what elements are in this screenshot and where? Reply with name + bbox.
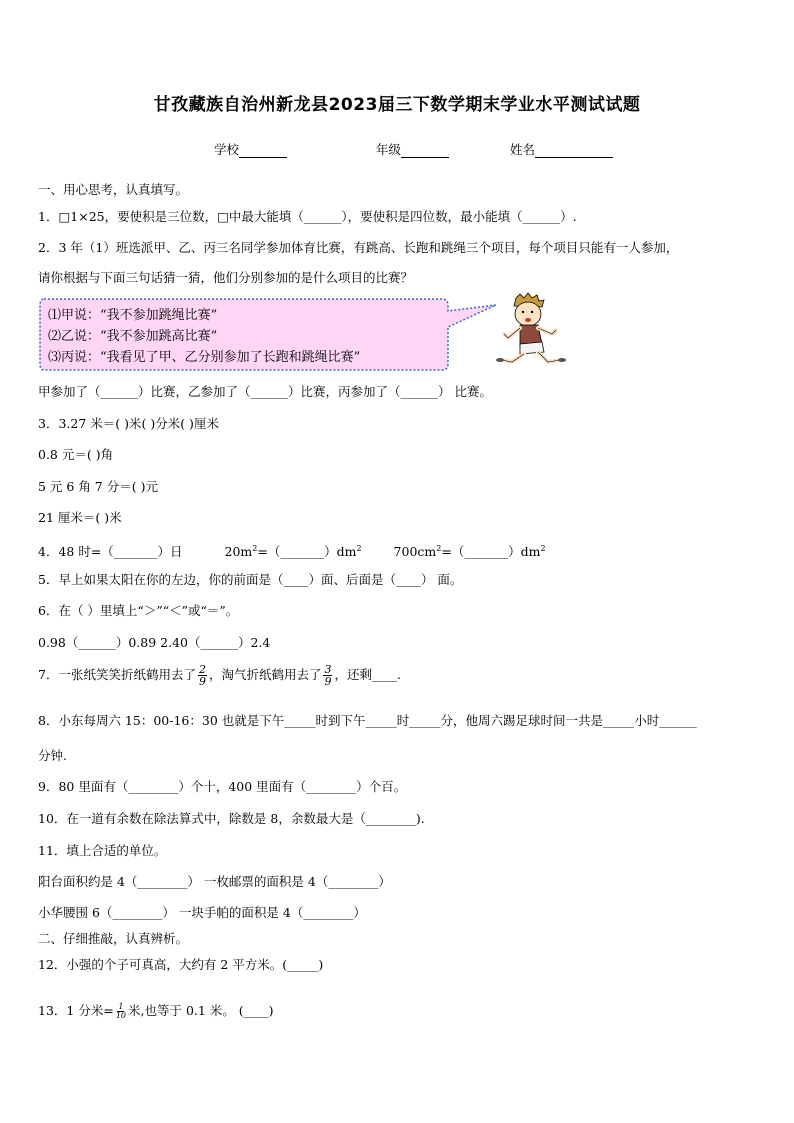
question-6-b: 0.98（______）0.89 2.40（______）2.4 <box>38 635 271 650</box>
bubble-line-3: ⑶丙说：“我看见了甲、乙分别参加了长跑和跳绳比赛” <box>48 350 361 365</box>
speech-bubble <box>38 297 508 372</box>
section-1-heading: 一、用心思考，认真填写。 <box>38 182 189 197</box>
question-5: 5．早上如果太阳在你的左边，你的前面是（____）面、后面是（____） 面。 <box>38 572 463 587</box>
question-9: 9．80 里面有（________）个十，400 里面有（________）个百。 <box>38 779 407 794</box>
question-3-b: 0.8 元＝( )角 <box>38 447 114 462</box>
question-2-line-1: 2．3 年（1）班选派甲、乙、丙三名同学参加体育比赛，有跳高、长跑和跳绳三个项目，每个项目只能有一人参加， <box>38 240 679 255</box>
fraction-one-tenth: $\frac{1}{10}$ <box>115 1002 126 1020</box>
name-label: 姓名 <box>510 142 536 157</box>
question-2-line-2: 请你根据与下面三句话猜一猜，他们分别参加的是什么项目的比赛？ <box>38 270 414 285</box>
question-10: 10．在一道有余数在除法算式中，除数是 8，余数最大是（________). <box>38 811 425 826</box>
question-13: 13．1 分米= $\frac{1}{10}$ 米,也等于 0.1 米。 (____) <box>38 1002 274 1020</box>
name-blank[interactable] <box>535 145 613 158</box>
question-3-c: 5 元 6 角 7 分＝( )元 <box>38 479 158 494</box>
question-1: 1．□1×25，要使积是三位数，□中最大能填（______），要使积是四位数，最小能填（______）. <box>38 209 577 224</box>
grade-label: 年级 <box>376 142 402 157</box>
question-3: 3．3.27 米＝( )米( )分米( )厘米 <box>38 416 219 431</box>
school-label: 学校 <box>214 142 240 157</box>
question-12: 12．小强的个子可真高，大约有 2 平方米。(_____) <box>38 957 324 972</box>
question-11-a: 阳台面积约是 4（________） 一枚邮票的面积是 4（________） <box>38 874 391 889</box>
question-6: 6．在（ ）里填上“＞”“＜”或“＝”。 <box>38 603 239 618</box>
fraction-two-ninths: $\frac{2}{9}$ <box>198 663 206 688</box>
question-8-line-2: 分钟. <box>38 748 67 763</box>
question-4 <box>38 541 546 560</box>
question-11-b: 小华腰围 6（________） 一块手帕的面积是 4（________） <box>38 905 366 920</box>
page-title: 甘孜藏族自治州新龙县2023届三下数学期末学业水平测试试题 <box>153 95 641 115</box>
question-7: 7．一张纸笑笑折纸鹤用去了 $\frac{2}{9}$ ，淘气折纸鹤用去了 $\frac{3}{9}$ ，还剩____. <box>38 663 401 688</box>
running-boy-illustration <box>490 292 570 372</box>
school-field <box>214 140 287 158</box>
question-4-b: $20m^2=(\_\_\_\_\_\_\_)dm^2$ <box>224 544 362 560</box>
question-3-d: 21 厘米＝( )米 <box>38 510 122 525</box>
bubble-line-2: ⑵乙说：“我不参加跳高比赛” <box>48 329 218 344</box>
grade-blank[interactable] <box>401 145 449 158</box>
fraction-three-ninths: $\frac{3}{9}$ <box>324 663 332 688</box>
question-8-line-1: 8．小东每周六 15：00-16：30 也就是下午_____时到下午_____时_____分，他周六踢足球时间一共是_____小时______ <box>38 713 697 728</box>
name-field <box>510 140 613 158</box>
school-blank[interactable] <box>239 145 287 158</box>
section-2-heading: 二、仔细推敲，认真辨析。 <box>38 931 189 946</box>
grade-field <box>376 140 449 158</box>
question-11: 11．填上合适的单位。 <box>38 843 167 858</box>
question-2-answer: 甲参加了（______）比赛，乙参加了（______）比赛，丙参加了（______） 比赛。 <box>38 384 492 399</box>
question-4-c: $700cm^2=(\_\_\_\_\_\_\_)dm^2$ <box>393 544 546 560</box>
question-4-a: 4．48 时=（_______）日 <box>38 544 183 560</box>
bubble-line-1: ⑴甲说：“我不参加跳绳比赛” <box>48 308 218 323</box>
